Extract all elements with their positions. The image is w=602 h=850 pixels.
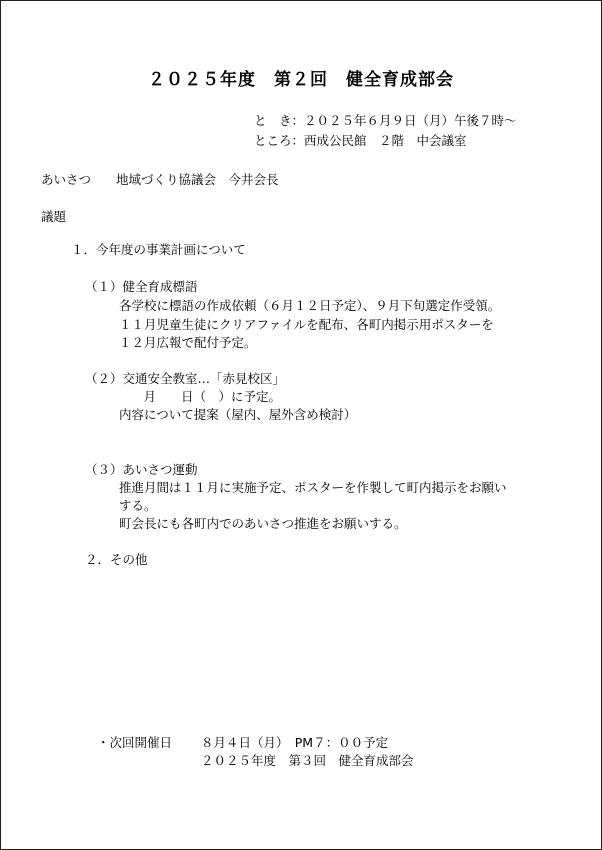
meeting-time: と き：２０２５年６月９日（月）午後７時～ xyxy=(254,113,517,128)
meeting-place: ところ：西成公民館 ２階 中会議室 xyxy=(254,133,467,148)
item-3-line: 推進月間は１１月に実施予定、ポスターを作製して町内掲示をお願い xyxy=(119,480,507,495)
item-1-line: １２月広報で配付予定。 xyxy=(119,335,257,350)
agenda-heading: 議題 xyxy=(41,209,67,224)
section-1-heading: １．今年度の事業計画について xyxy=(71,242,246,257)
item-1-heading: （１）健全育成標語 xyxy=(85,279,198,294)
item-3-line: 町会長にも各町内でのあいさつ推進をお願いする。 xyxy=(119,516,407,531)
document-title: ２０２５年度 第２回 健全育成部会 xyxy=(148,70,454,90)
item-1-line: １１月児童生徒にクリアファイルを配布、各町内掲示用ポスターを xyxy=(119,317,494,332)
item-3-heading: （３）あいさつ運動 xyxy=(85,462,198,477)
next-meeting-name: ２０２５年度 第３回 健全育成部会 xyxy=(201,753,414,768)
next-meeting-date: ８月４日（月） PM７：００予定 xyxy=(201,735,389,750)
item-3-line: する。 xyxy=(119,498,157,513)
item-2-line: 月 日（ ）に予定。 xyxy=(131,389,282,404)
greeting-line: あいさつ 地域づくり協議会 今井会長 xyxy=(41,172,279,187)
section-2-heading: ２．その他 xyxy=(85,552,148,567)
item-2-heading: （２）交通安全教室…「赤見校区」 xyxy=(85,371,286,386)
item-1-line: 各学校に標語の作成依頼（６月１２日予定）、９月下旬選定作受領。 xyxy=(119,298,501,313)
next-meeting-label: ・次回開催日 xyxy=(97,735,173,750)
item-2-line: 内容について提案（屋内、屋外含め検討） xyxy=(119,407,357,422)
